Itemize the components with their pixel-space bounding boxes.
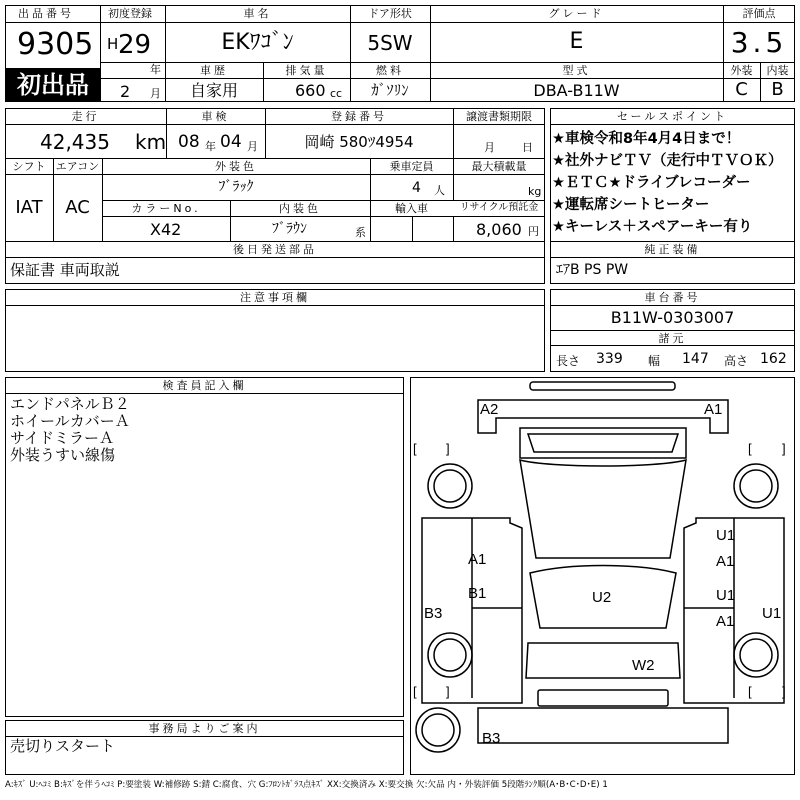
length-label: 長さ [556,354,581,368]
month-unit: 月 [150,87,161,100]
grade: E [569,29,584,54]
int-color-label: 内装色 [279,202,321,215]
reg-number: 岡崎 580ﾂ4954 [304,133,414,151]
lot-number: 9305 [17,27,94,62]
inspector-line: サイドミラーＡ [10,429,114,447]
reg-number-label: 登録番号 [331,110,387,123]
color-no-label: カラーNo. [131,202,201,215]
damage-mark: B3 [424,605,443,622]
door-type: 5SW [367,31,413,55]
transfer-month-unit: 月 [484,141,495,154]
length: 339 [596,351,623,367]
inspector-line: 外装うすい線傷 [10,446,116,464]
inspector-line: エンドパネルＢ２ [10,395,130,413]
import-label: 輸入車 [395,202,428,215]
fuel: ｶﾞｿﾘﾝ [371,81,409,99]
damage-mark: U1 [716,527,736,544]
shift-label: シフト [12,160,46,173]
svg-text:[: [ [413,441,417,456]
color-no: X42 [150,220,182,239]
recycle-label: リサイクル預託金 [459,202,539,213]
sales-point: ★キーレス＋スペアーキー有り [552,219,753,235]
grade-label: グレード [548,7,605,20]
displacement-label: 排気量 [285,64,328,77]
damage-mark: W2 [632,657,655,674]
interior-grade-label: 内装 [766,64,789,77]
sales-point: ★ＥＴＣ★ドライブレコーダー [552,175,751,191]
displacement: 660 [295,81,326,100]
equipment-label: 純正装備 [644,243,701,256]
office-note: 売切りスタート [10,737,116,755]
inspection-year-unit: 年 [205,140,216,153]
chassis-label: 車台番号 [644,291,701,304]
model-code: DBA-B11W [533,81,620,100]
width: 147 [682,351,709,367]
inspector-label: 検査員記入欄 [162,379,247,392]
chassis-number: B11W-0303007 [610,308,735,327]
ext-color: ﾌﾞﾗｯｸ [218,179,254,195]
int-color: ﾌﾞﾗｳﾝ [272,221,307,237]
svg-text:[: [ [748,441,752,456]
damage-mark: U2 [592,589,612,606]
score: 3.5 [730,26,788,59]
height: 162 [760,351,787,367]
sales-point: ★運転席シートヒーター [552,197,710,213]
svg-text:[: [ [413,684,417,699]
damage-mark: B1 [468,585,487,602]
score-label: 評価点 [742,7,776,20]
legend: A:ｷｽﾞ U:ﾍｺﾐ B:ｷｽﾞを伴うﾍｺﾐ P:要塗装 W:補修跡 S:錆 C:腐食、穴 G:ﾌﾛﾝﾄｶﾞﾗｽ点ｷｽﾞ XX:交換済み X:要交換 欠:欠品 内・外装評価 5段階ﾗﾝｸ順(A･B･C･D･E) 1 [5,780,608,790]
capacity-label: 乗車定員 [389,160,434,173]
mileage-unit: km [135,130,167,154]
svg-text:]: ] [446,441,450,456]
history: 自家用 [189,81,238,100]
sales-point: ★車検令和8年4月4日まで！ [552,131,741,147]
damage-mark: A1 [716,553,735,570]
svg-text:]: ] [782,684,786,699]
car-body-diagram [410,378,796,773]
capacity-unit: 人 [434,184,445,197]
displacement-unit: cc [330,87,343,100]
exterior-grade-label: 外装 [730,64,753,77]
damage-mark: B3 [482,730,501,747]
transfer-deadline-label: 譲渡書類期限 [466,110,532,123]
model-label: 型式 [562,64,591,77]
exterior-grade: C [735,79,748,100]
reg-year: 29 [118,30,152,60]
first-listing-badge: 初出品 [6,68,100,102]
car-name-label: 車名 [243,7,272,20]
office-label: 事務局よりご案内 [148,722,261,735]
history-label: 車歴 [200,64,228,77]
transfer-day-unit: 日 [522,141,533,154]
later-parts-label: 後日発送部品 [233,243,317,256]
damage-mark: A1 [468,551,487,568]
interior-grade: B [771,79,784,100]
equipment: ｴｱB PS PW [556,262,629,278]
max-load-unit: kg [528,185,542,198]
inspection-label: 車検 [201,110,230,123]
damage-mark: A1 [716,613,735,630]
later-parts: 保証書 車両取説 [10,261,120,279]
sales-point: ★社外ナビＴＶ（走行中ＴＶＯＫ） [552,153,783,169]
shift: IAT [15,197,43,218]
first-reg-label: 初度登録 [108,7,152,20]
damage-mark: U1 [716,587,736,604]
svg-text:]: ] [782,441,786,456]
lot-number-label: 出品番号 [18,7,74,20]
inspection-year: 08 [178,132,200,152]
aircon-label: エアコン [55,160,100,173]
notes-label: 注意事項欄 [240,291,310,304]
inspection-month: 04 [220,132,242,152]
capacity: 4 [412,180,421,196]
svg-text:[: [ [748,684,752,699]
fuel-label: 燃料 [376,64,404,77]
damage-mark: A2 [480,401,499,418]
car-name: EKﾜｺﾞﾝ [221,30,294,55]
mileage-label: 走行 [71,110,100,123]
inspector-line: ホイールカバーＡ [10,412,130,430]
ext-color-label: 外装色 [215,160,257,173]
mileage: 42,435 [40,130,110,154]
sales-points-label: セールスポイント [616,110,728,123]
recycle-unit: 円 [528,225,539,238]
aircon: AC [65,197,90,218]
era: H [107,35,119,53]
max-load-label: 最大積載量 [471,160,527,173]
int-color-unit: 系 [355,226,366,239]
inspection-month-unit: 月 [247,140,258,153]
damage-mark: U1 [762,605,782,622]
recycle-fee: 8,060 [476,220,522,239]
damage-mark: A1 [704,401,723,418]
spec-label: 諸元 [658,332,687,345]
svg-text:]: ] [446,684,450,699]
reg-month: 2 [120,82,131,101]
year-unit: 年 [150,63,161,76]
door-label: ドア形状 [368,7,412,20]
width-label: 幅 [648,354,661,368]
height-label: 高さ [724,354,749,368]
